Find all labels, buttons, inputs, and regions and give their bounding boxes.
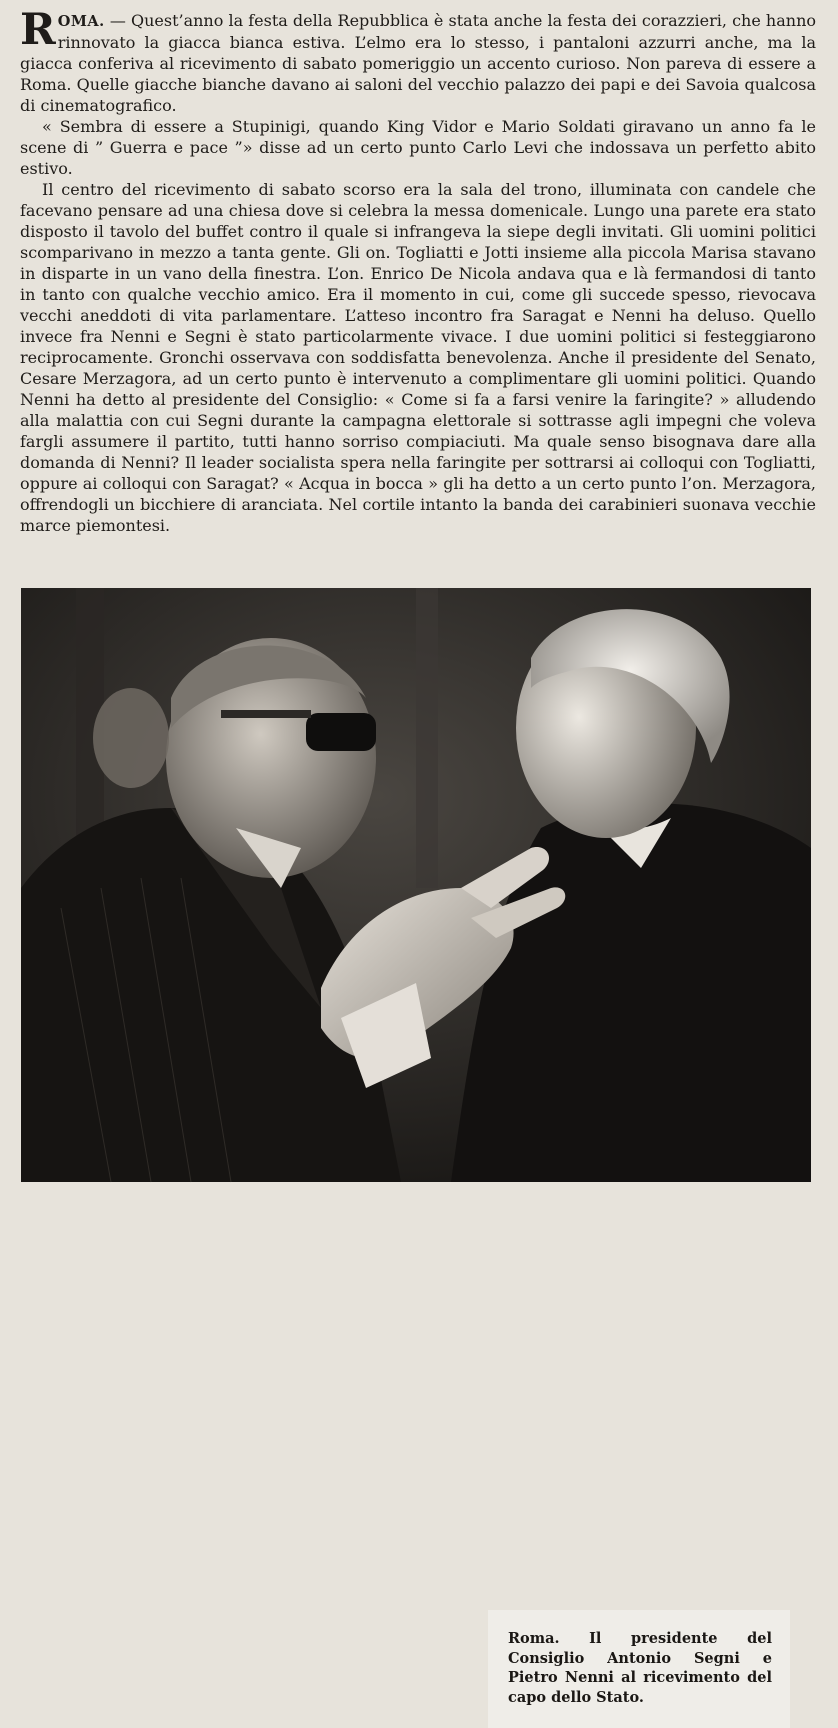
caption-box <box>488 1610 790 1728</box>
article-paragraph-1 <box>20 5 816 116</box>
article-paragraph-3: Il centro del ricevimento di sabato scorso era la sala del trono, illuminata con candele che facevano pensare ad una chiesa dove si celebra la messa domenicale. Lungo una parete era stato disposto il tavolo del buffet contro il quale si infrangeva la siepe degli invitati. Gli uomini politici scomparivano in mezzo a tanta gente. Gli on. Togliatti e Jotti insieme alla piccola Marisa stavano in disparte in un vano della finestra. L’on. Enrico De Nicola andava qua e là fermandosi di tanto in tanto con qualche vecchio amico. Era il momento in cui, come gli succede spesso, rievocava vecchi aneddoti di vita parlamentare. L’atteso incontro fra Saragat e Nenni ha deluso. Quello invece fra Nenni e Segni è stato particolarmente vivace. I due uomini politici si festeggiarono reciprocamente. Gronchi osservava con soddisfatta benevolenza. Anche il presidente del Senato, Cesare Merzagora, ad un certo punto è intervenuto a complimentare gli uomini politici. Quando Nenni ha detto al presidente del Consiglio: « Come si fa a farsi venire la faringite? » alludendo alla malattia con cui Segni durante la campagna elettorale si sottrasse agli impegni che voleva fargli assumere il partito, tutti hanno sorriso compiaciuti. Ma quale senso bisognava dare alla domanda di Nenni? Il leader socialista spera nella faringite per sottrarsi ai colloqui con Togliatti, oppure ai colloqui con Saragat? « Acqua in bocca » gli ha detto a un certo punto l’on. Merzagora, offrendogli un bicchiere di aranciata. Nel cortile intanto la banda dei carabinieri suonava vecchie marce piemontesi. <box>20 180 816 535</box>
article-body <box>20 5 816 536</box>
photo-caption: Roma. Il presidente del Consiglio Antonio Segni e Pietro Nenni al ricevimento del capo dello Stato. <box>508 1630 772 1706</box>
paragraph-1-text: — Quest’anno la festa della Repubblica è stata anche la festa dei corazzieri, che hanno rinnovato la giacca bianca estiva. L’elmo era lo stesso, i pantaloni azzurri anche, ma la giacca conferiva al ricevimento di sabato pomeriggio un accento curioso. Non pareva di essere a Roma. Quelle giacche bianche davano ai saloni del vecchio palazzo dei papi e dei Savoia qualcosa di cinematografico. <box>20 11 816 115</box>
article-paragraph-2: « Sembra di essere a Stupinigi, quando King Vidor e Mario Soldati giravano un anno fa le scene di ” Guerra e pace ”» disse ad un certo punto Carlo Levi che indossava un perfetto abito estivo. <box>20 117 816 178</box>
drop-cap: R <box>20 5 56 55</box>
news-photo <box>21 588 811 1706</box>
dateline: OMA. <box>57 13 105 30</box>
photo-illustration <box>21 588 811 1182</box>
